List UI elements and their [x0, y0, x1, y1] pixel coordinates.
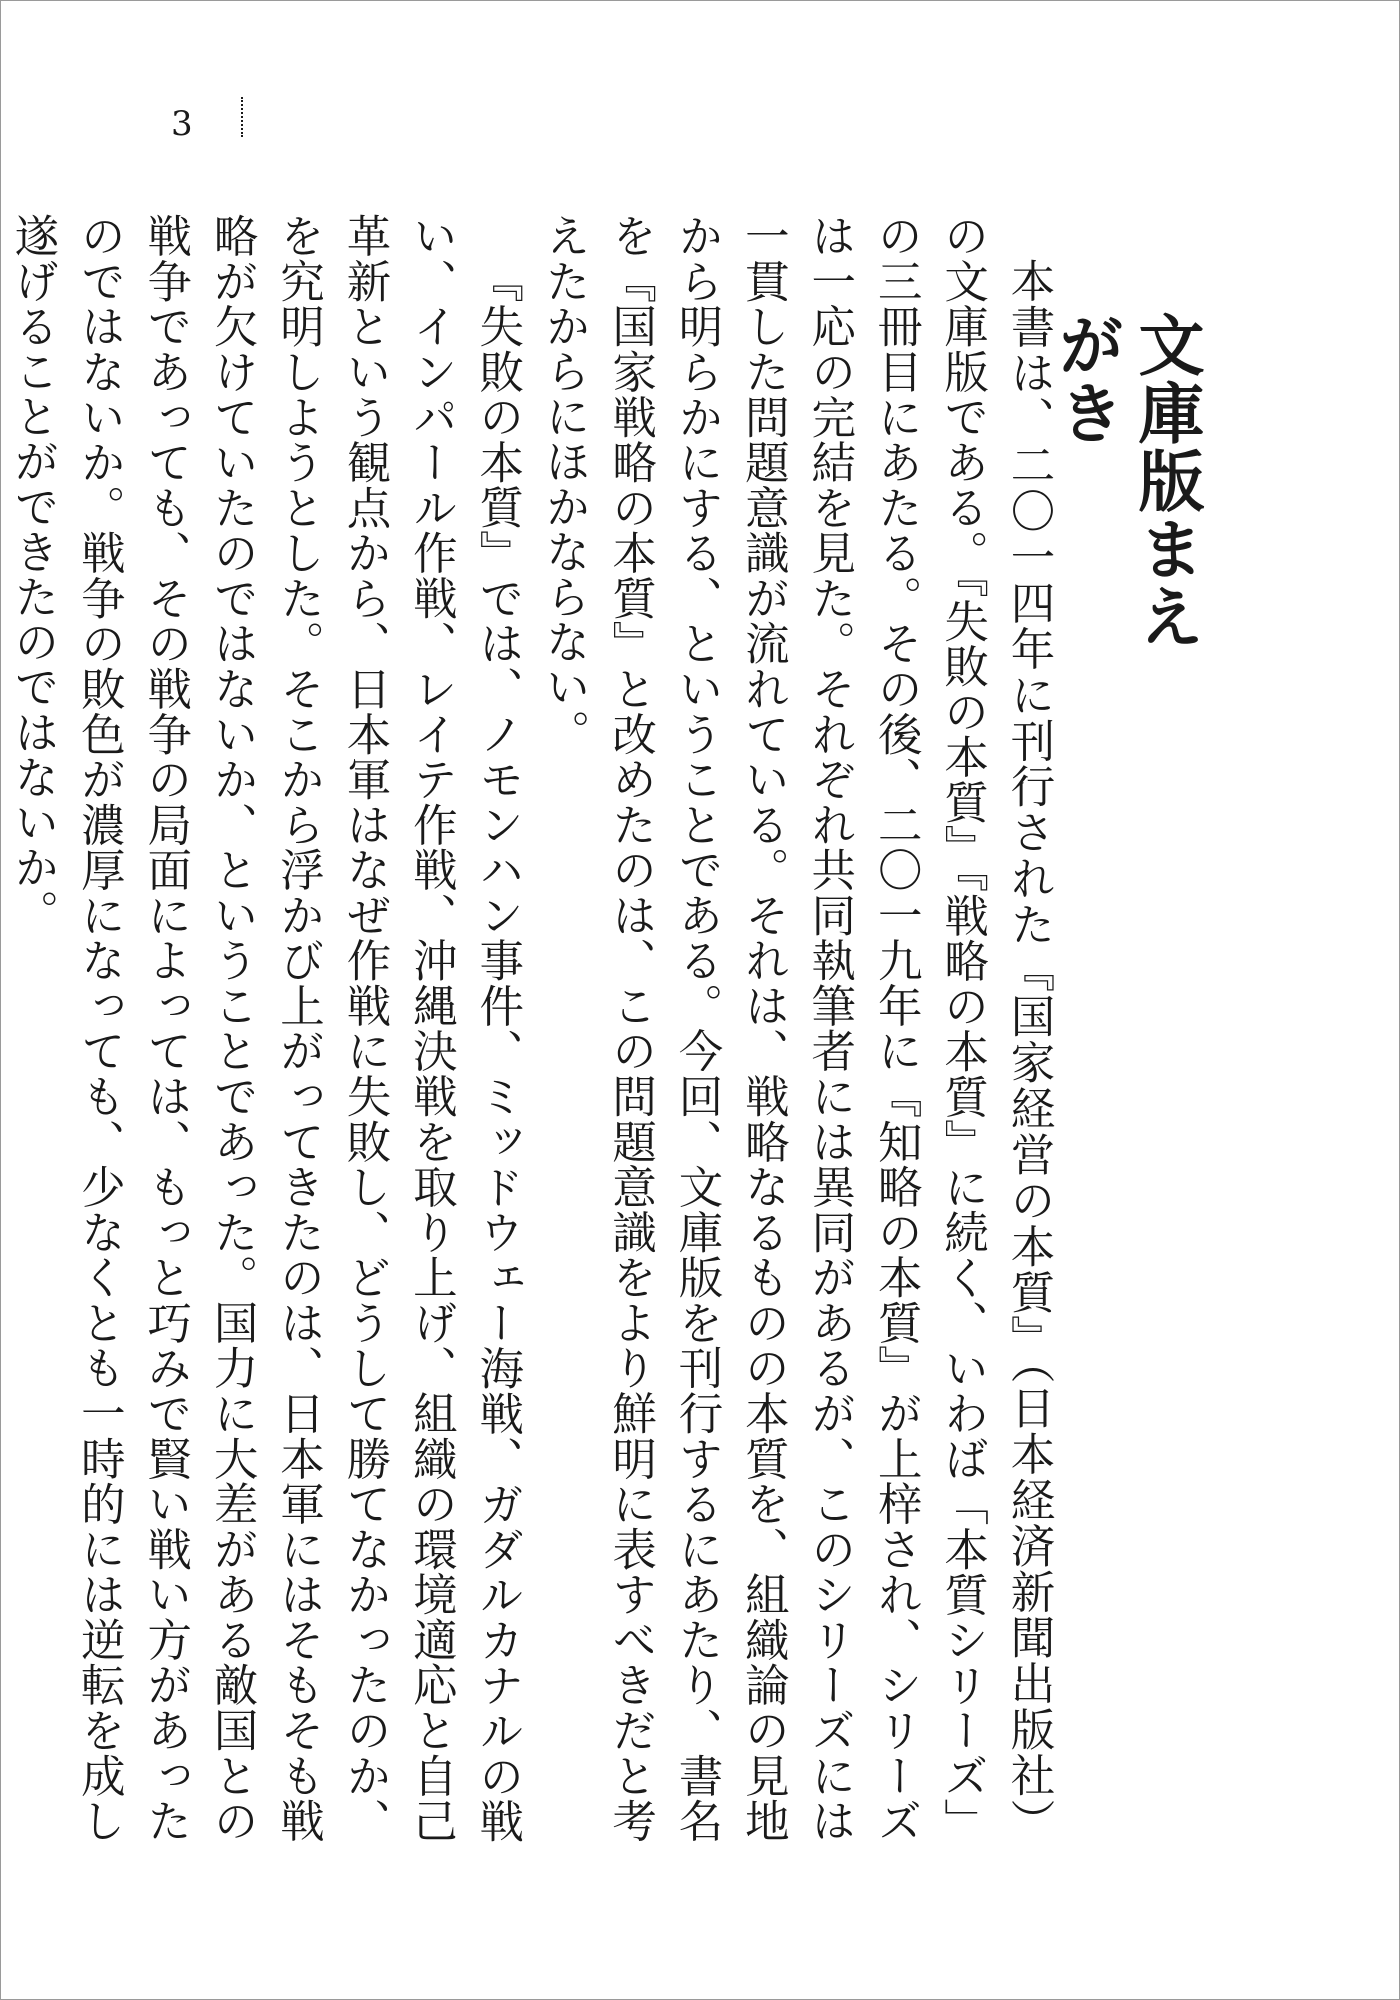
- paragraph-2: 『失敗の本質』では、ノモンハン事件、ミッドウェー海戦、ガダルカナルの戦い、インパール作戦、レイテ作戦、沖縄決戦を取り上げ、組織の環境適応と自己革新という観点から、日本軍はなぜ作戦に失敗し、どうして勝てなかったのか、を究明しようとした。そこから浮かび上がってきたのは、日本軍にはそもそも戦略が欠けていたのではないか、ということであった。国力に大差がある敵国との戦争であっても、その戦争の局面によっては、もっと巧みで賢い戦い方があったのではないか。戦争の敗色が濃厚になっても、少なくとも一時的には逆転を成し遂げることができたのではないか。: [6, 213, 523, 1843]
- paragraph-1: 本書は、二〇一四年に刊行された『国家経営の本質』（日本経済新聞出版社）の文庫版である。『失敗の本質』『戦略の本質』に続く、いわば「本質シリーズ」の三冊目にあたる。その後、二〇一九年に『知略の本質』が上梓され、シリーズは一応の完結を見た。それぞれ共同執筆者には異同があるが、このシリーズには一貫した問題意識が流れている。それは、戦略なるものの本質を、組織論の見地から明らかにする、ということである。今回、文庫版を刊行するにあたり、書名を『国家戦略の本質』と改めたのは、この問題意識をより鮮明に表すべきだと考えたからにほかならない。: [538, 213, 1054, 1843]
- running-head-rule: [241, 97, 243, 137]
- body-text: [6, 213, 1061, 1843]
- chapter-title: 文庫版まえがき: [1047, 311, 1205, 651]
- page-number: 3: [171, 104, 193, 144]
